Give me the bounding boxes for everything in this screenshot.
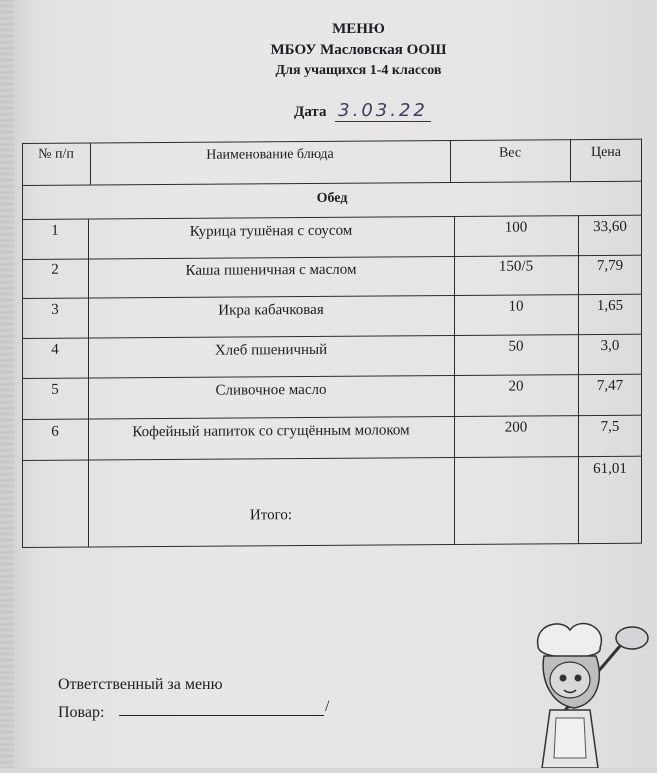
row-3-number: 3: [51, 301, 59, 318]
cook-label: Повар:: [58, 704, 105, 721]
section-title: Обед: [316, 190, 348, 206]
row-4-price: 3,0: [600, 337, 620, 354]
row-3-price: 1,65: [596, 297, 624, 314]
column-header-name: Наименование блюда: [206, 146, 334, 163]
row-4-number: 4: [51, 341, 59, 358]
row-5-name: Сливочное масло: [215, 381, 327, 399]
row-1-name: Курица тушёная с соусом: [189, 222, 353, 240]
row-1-price: 33,60: [593, 218, 627, 236]
row-5-price: 7,47: [596, 377, 624, 394]
paper-edge: [0, 0, 14, 768]
row-3-name: Икра кабачковая: [218, 301, 324, 319]
row-5-weight: 20: [508, 378, 524, 395]
row-6-number: 6: [51, 423, 59, 440]
ladle-icon: [616, 627, 648, 649]
row-1-number: 1: [51, 222, 59, 239]
row-2-name: Каша пшеничная с маслом: [185, 261, 357, 279]
menu-title: МЕНЮ: [332, 21, 385, 37]
chef-girl-illustration: [520, 618, 657, 768]
row-3-weight: 10: [508, 298, 524, 315]
date-label: Дата: [294, 104, 327, 120]
total-value: 61,01: [593, 460, 627, 478]
responsible-label: Ответственный за меню: [58, 676, 223, 693]
cook-signature-suffix: /: [325, 698, 330, 715]
menu-table: [22, 139, 642, 548]
row-2-number: 2: [51, 261, 59, 278]
row-2-price: 7,79: [596, 257, 624, 274]
column-header-weight: Вес: [498, 145, 522, 161]
row-5-number: 5: [51, 381, 59, 398]
date-value: 3.03.22: [335, 100, 431, 122]
cook-signature-line: [119, 715, 324, 716]
row-6-price: 7,5: [600, 418, 620, 435]
row-2-weight: 150/5: [498, 258, 534, 275]
row-4-weight: 50: [508, 338, 524, 355]
audience-line: Для учащихся 1-4 классов: [275, 63, 442, 78]
row-6-name: Кофейный напиток со сгущённым молоком: [132, 422, 410, 441]
row-4-name: Хлеб пшеничный: [214, 341, 328, 359]
column-header-number: № п/п: [38, 146, 74, 162]
row-6-weight: 200: [504, 419, 528, 436]
column-header-price: Цена: [590, 144, 622, 161]
row-1-weight: 100: [504, 219, 528, 236]
total-label: Итого:: [249, 507, 293, 524]
school-name: МБОУ Масловская ООШ: [270, 42, 447, 58]
